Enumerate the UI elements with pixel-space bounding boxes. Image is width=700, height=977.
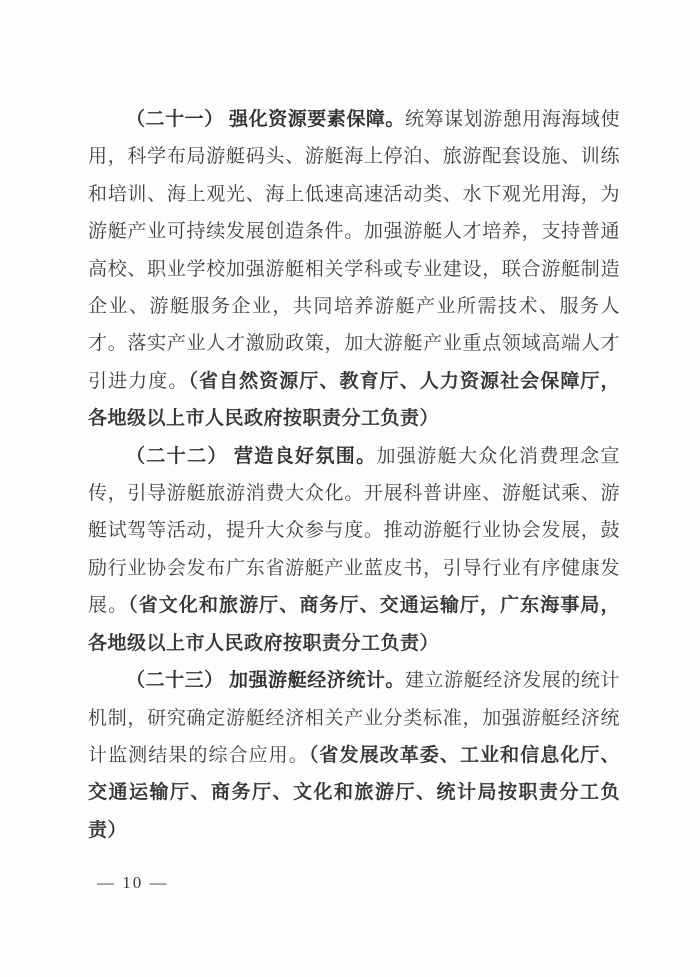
paragraph-heading: （二十一） 强化资源要素保障。 bbox=[126, 109, 405, 130]
page-number: — 10 — bbox=[97, 873, 169, 892]
paragraph-body: 加强游艇大众化消费理念宣传，引导游艇旅游消费大众化。开展科普讲座、游艇试乘、游艇试驾等活动，提升大众参与度。推动游艇行业协会发展，鼓励行业协会发布广东省游艇产业蓝皮书，引导行业有序健康发展。 bbox=[88, 445, 620, 617]
policy-paragraph bbox=[88, 101, 620, 438]
paragraph-body: 统筹谋划游憩用海海域使用，科学布局游艇码头、游艇海上停泊、旅游配套设施、训练和培训、海上观光、海上低速高速活动类、水下观光用海，为游艇产业可持续发展创造条件。加强游艇人才培养，支持普通高校、职业学校加强游艇相关学科或专业建设，联合游艇制造企业、游艇服务企业，共同培养游艇产业所需技术、服务人才。落实产业人才激励政策，加大游艇产业重点领域高端人才引进力度。 bbox=[88, 109, 620, 392]
responsibility-note: （省文化和旅游厅、商务厅、交通运输厅，广东海事局，各地级以上市人民政府按职责分工负责） bbox=[88, 595, 620, 654]
paragraph-body: 建立游艇经济发展的统计机制，研究确定游艇经济相关产业分类标准，加强游艇经济统计监测结果的综合应用。 bbox=[88, 670, 620, 766]
responsibility-note: （省发展改革委、工业和信息化厅、交通运输厅、商务厅、文化和旅游厅、统计局按职责分工负责） bbox=[88, 744, 620, 841]
paragraph-heading: （二十二） 营造良好氛围。 bbox=[126, 445, 377, 467]
paragraph-heading: （二十三） 加强游艇经济统计。 bbox=[126, 670, 405, 692]
document-body bbox=[88, 101, 620, 849]
page-footer bbox=[97, 873, 169, 893]
responsibility-note: （省自然资源厅、教育厅、人力资源社会保障厅，各地级以上市人民政府按职责分工负责） bbox=[88, 370, 620, 430]
policy-paragraph bbox=[88, 438, 620, 662]
policy-paragraph bbox=[88, 662, 620, 849]
